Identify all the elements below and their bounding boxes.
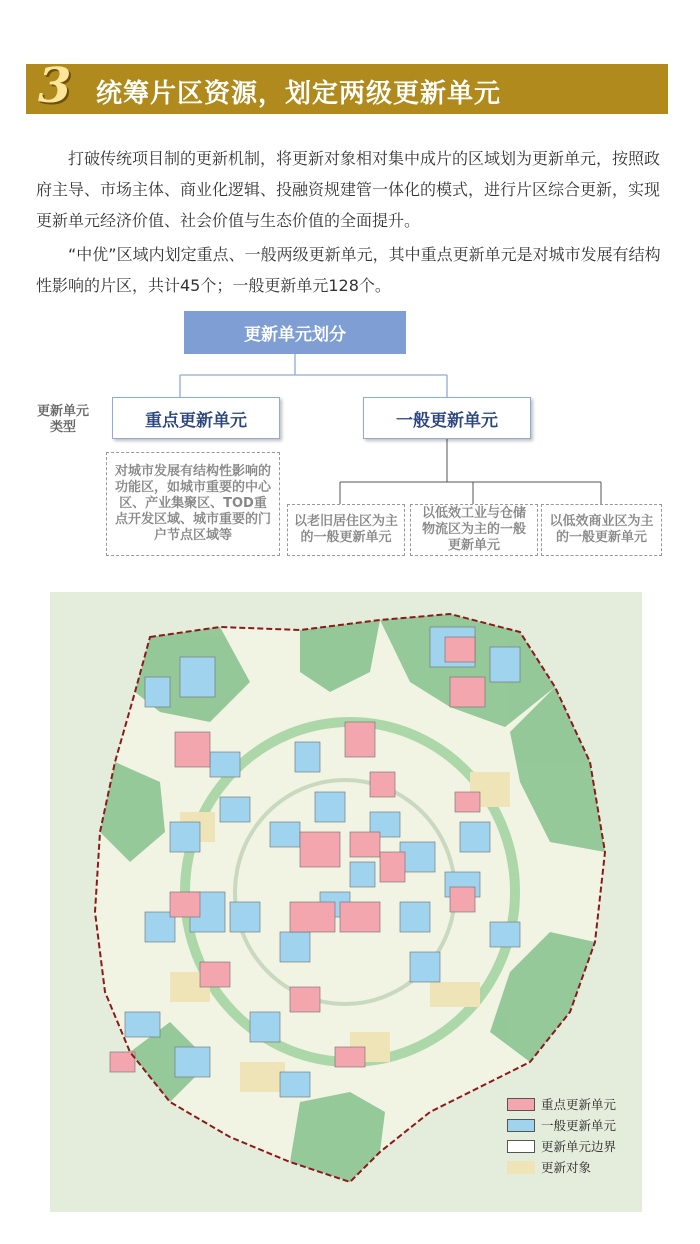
legend-boundary xyxy=(507,1136,637,1157)
legend-swatch-object xyxy=(507,1161,535,1174)
body-paragraph-1: 打破传统项目制的更新机制，将更新对象相对集中成片的区域划为更新单元，按照政府主导、市场主体、商业化逻辑、投融资规建管一体化的模式，进行片区综合更新，实现更新单元经济价值、社会价值与生态价值的全面提升。 xyxy=(36,149,661,230)
key-unit-box: 重点更新单元 xyxy=(112,397,280,439)
general-unit-commercial: 以低效商业区为主的一般更新单元 xyxy=(541,504,662,556)
section-title: 统筹片区资源，划定两级更新单元 xyxy=(96,79,502,109)
chart-root-box: 更新单元划分 xyxy=(184,311,406,354)
section-number: 3 xyxy=(38,58,72,114)
general-unit-residential: 以老旧居住区为主的一般更新单元 xyxy=(287,504,405,556)
legend-swatch-key xyxy=(507,1098,535,1111)
general-unit-box: 一般更新单元 xyxy=(363,397,531,439)
legend-general-unit xyxy=(507,1115,637,1136)
legend-swatch-boundary xyxy=(507,1140,535,1153)
key-unit-description: 对城市发展有结构性影响的功能区，如城市重要的中心区、产业集聚区、TOD重点开发区域、城市重要的门户节点区域等 xyxy=(106,452,280,556)
unit-type-label-text: 更新单元 类型 xyxy=(36,404,89,435)
legend-object xyxy=(507,1157,637,1178)
legend-swatch-general xyxy=(507,1119,535,1132)
legend-label-key: 重点更新单元 xyxy=(541,1097,617,1112)
map-legend xyxy=(507,1094,637,1178)
legend-label-general: 一般更新单元 xyxy=(541,1118,617,1133)
general-unit-industrial: 以低效工业与仓储物流区为主的一般更新单元 xyxy=(410,504,538,556)
body-paragraph-2: “中优”区域内划定重点、一般两级更新单元，其中重点更新单元是对城市发展有结构性影响的片区，共计45个；一般更新单元128个。 xyxy=(36,245,661,295)
legend-label-object: 更新对象 xyxy=(541,1160,592,1175)
unit-type-label xyxy=(30,404,96,436)
legend-label-boundary: 更新单元边界 xyxy=(541,1139,617,1154)
legend-key-unit xyxy=(507,1094,637,1115)
